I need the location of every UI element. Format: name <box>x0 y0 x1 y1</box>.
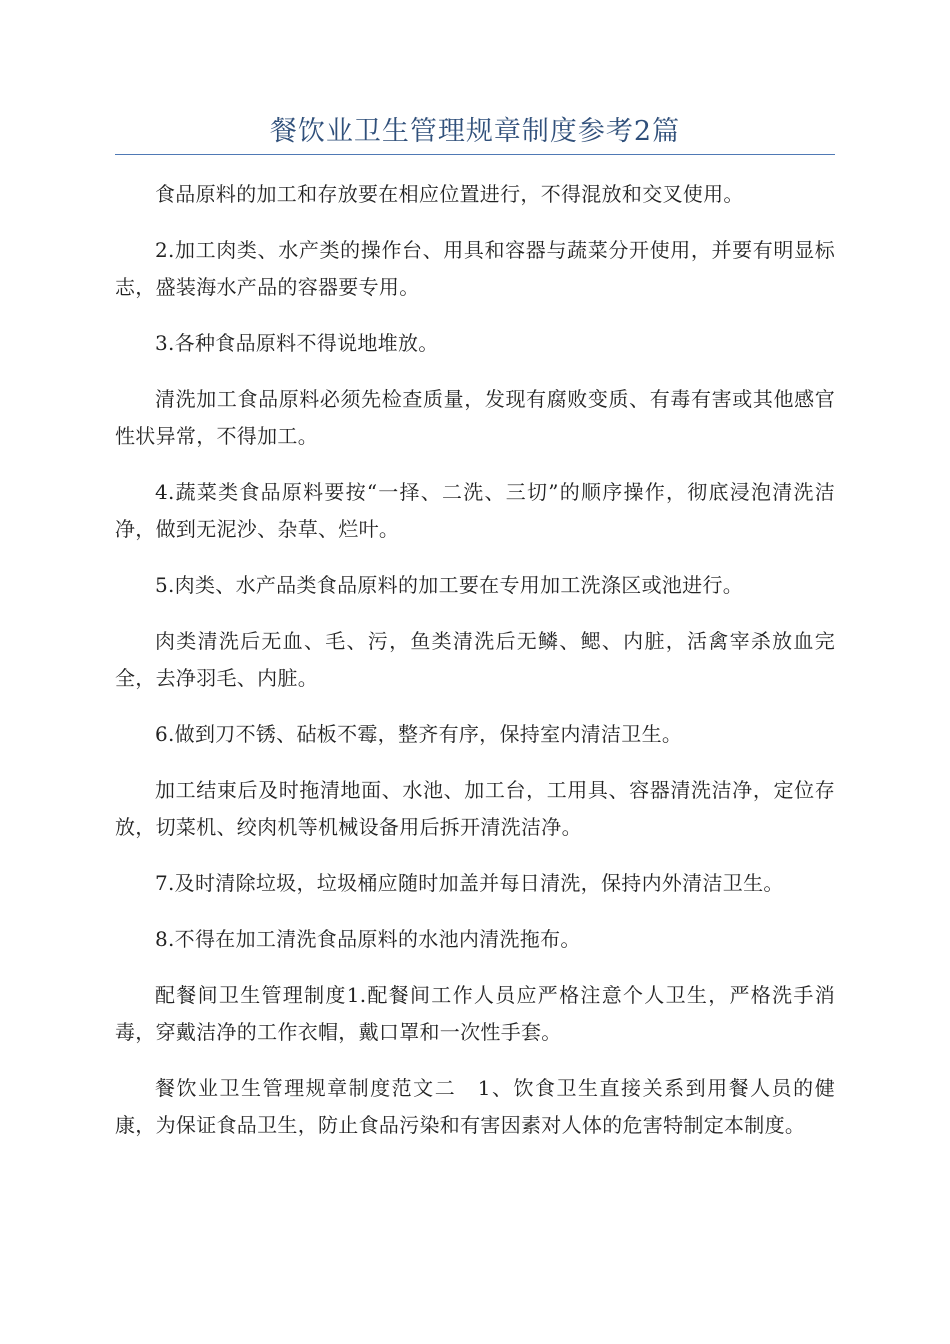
document-body <box>115 176 835 1163</box>
paragraph-5: 4.蔬菜类食品原料要按“一择、二洗、三切”的顺序操作，彻底浸泡清洗洁净，做到无泥沙、杂草、烂叶。 <box>115 480 835 541</box>
paragraph-9: 加工结束后及时拖清地面、水池、加工台，工用具、容器清洗洁净，定位存放，切菜机、绞肉机等机械设备用后拆开清洗洁净。 <box>115 778 835 839</box>
paragraph-6: 5.肉类、水产品类食品原料的加工要在专用加工洗涤区或池进行。 <box>155 573 744 597</box>
document-title: 餐饮业卫生管理规章制度参考2篇 <box>269 116 681 147</box>
paragraph-12: 配餐间卫生管理制度1.配餐间工作人员应严格注意个人卫生，严格洗手消毒，穿戴洁净的工作衣帽，戴口罩和一次性手套。 <box>115 983 835 1044</box>
paragraph-11: 8.不得在加工清洗食品原料的水池内清洗拖布。 <box>155 927 581 951</box>
paragraph-7: 肉类清洗后无血、毛、污，鱼类清洗后无鳞、鳃、内脏，活禽宰杀放血完全，去净羽毛、内脏。 <box>115 629 835 690</box>
paragraph-2: 2.加工肉类、水产类的操作台、用具和容器与蔬菜分开使用，并要有明显标志，盛装海水产品的容器要专用。 <box>115 238 835 299</box>
paragraph-4: 清洗加工食品原料必须先检查质量，发现有腐败变质、有毒有害或其他感官性状异常，不得加工。 <box>115 387 835 448</box>
title-underline <box>115 154 835 155</box>
paragraph-3: 3.各种食品原料不得说地堆放。 <box>155 331 439 355</box>
paragraph-8: 6.做到刀不锈、砧板不霉，整齐有序，保持室内清洁卫生。 <box>155 722 683 746</box>
paragraph-1: 食品原料的加工和存放要在相应位置进行，不得混放和交叉使用。 <box>155 182 744 206</box>
paragraph-10: 7.及时清除垃圾，垃圾桶应随时加盖并每日清洗，保持内外清洁卫生。 <box>155 871 784 895</box>
paragraph-13: 餐饮业卫生管理规章制度范文二 1、饮食卫生直接关系到用餐人员的健康，为保证食品卫生，防止食品污染和有害因素对人体的危害特制定本制度。 <box>115 1076 835 1137</box>
